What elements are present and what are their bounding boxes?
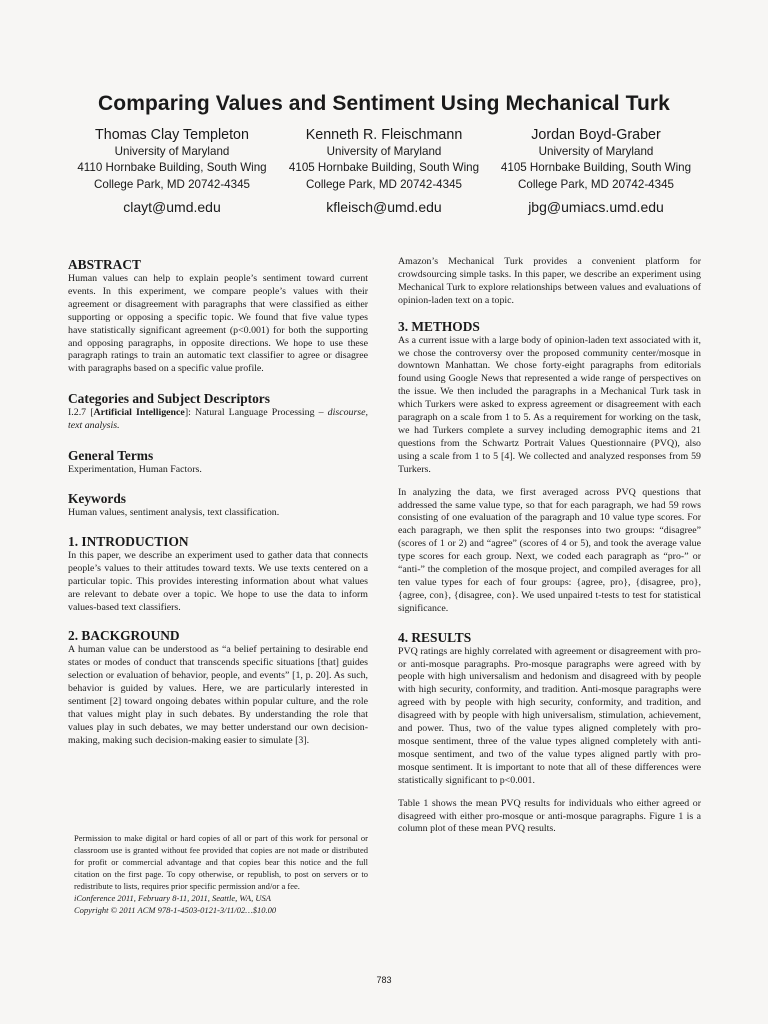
results-heading: 4. RESULTS: [398, 629, 472, 645]
author-name: Kenneth R. Fleischmann: [305, 127, 463, 143]
permission-text: Permission to make digital or hard copies of all or part of this work for personal or classroom use is granted without fee provided that copies are not made or distributed for profit or commercial advantage and that copies bear this notice and the full citation on the first page. To copy otherwise, or republish, to post on servers or to redistribute to lists, requires prior specific permission and/or a fee.: [74, 833, 368, 891]
introduction-continued-text: Amazon’s Mechanical Turk provides a convenient platform for crowdsourcing simple tasks. In this paper, we describe an experiment using Mechanical Turk to explore relationships between values and evaluations of opinion-laden text on a topic.: [398, 256, 701, 306]
author-email: clayt@umd.edu: [123, 198, 221, 215]
author-email: jbg@umiacs.umd.edu: [528, 198, 664, 215]
author-name: Jordan Boyd-Graber: [531, 127, 661, 143]
copyright-info: Copyright © 2011 ACM 978-1-4503-0121-3/11/02…$10.00: [74, 905, 277, 915]
methods-text-2: In analyzing the data, we first averaged across PVQ questions that addressed the same value type, so that for each paragraph, we had 59 rows consisting of one evaluation of the paragraph and 10 value type scores. For each paragraph, we then split the responses into two groups: “disagree” (scores of 1 or 2) and “agree” (scores of 4 or 5), and took the average value type scores for each group. Next, we coded each paragraph as “pro-” or “anti-” the completion of the mosque project, and compiled averages for all ten value types for each of four groups: {agree, pro}, {disagree, pro}, {agree, con}, {disagree, con}. We used unpaired t-tests to test for statistical significance.: [398, 486, 701, 614]
author-address: College Park, MD 20742-4345: [518, 177, 674, 191]
keywords-heading: Keywords: [68, 490, 127, 506]
introduction-text: In this paper, we describe an experiment used to gather data that connects people’s values to their attitudes toward texts. We use texts centered on a particular topic. This provides interesting information about what values are relevant to debate over a topic. We hope to use the data to inform values-based text classifiers.: [68, 549, 368, 613]
results-text-2: Table 1 shows the mean PVQ results for individuals who either agreed or disagreed with either pro-mosque or anti-mosque paragraphs. Figure 1 is a column plot of these mean PVQ results.: [398, 797, 701, 835]
abstract-heading: ABSTRACT: [68, 257, 141, 272]
categories-heading: Categories and Subject Descriptors: [68, 391, 270, 407]
left-column: [68, 257, 368, 748]
general-terms-heading: General Terms: [68, 448, 154, 464]
author-block-1: [68, 126, 276, 216]
general-terms-text: Experimentation, Human Factors.: [68, 464, 202, 476]
paper-title: Comparing Values and Sentiment Using Mechanical Turk: [98, 92, 670, 115]
author-email: kfleisch@umd.edu: [326, 198, 442, 215]
author-address: 4110 Hornbake Building, South Wing: [77, 161, 267, 175]
results-text-1: PVQ ratings are highly correlated with agreement or disagreement with pro- or anti-mosque paragraphs. Pro-mosque paragraphs were agreed with by people with high universalism and hedonism and disagreed with by people with high security, conformity, and tradition. Anti-mosque paragraphs were agreed with by people with high security, conformity, and tradition, and disagreed with by people with high universalism, stimulation, achievement, and power. Thus, two of the value types aligned completely with pro-mosque sentiment, three of the value types aligned completely with anti-mosque sentiment, and two of the value types aligned partly with pro-mosque sentiment. It is important to note that all of these differences were statistically significant to p<0.001.: [398, 645, 701, 786]
introduction-heading: 1. INTRODUCTION: [68, 533, 189, 549]
author-block-2: [279, 126, 489, 216]
abstract-text: Human values can help to explain people’s sentiment toward current events. In this experiment, we compare people’s values with their agreement or disagreement with paragraphs that were classified as either supporting or opposing a specific topic. We found that five value types have statistically significant agreement (p<0.001) for both the supporting and opposing paragraphs, in opposite directions. We hope to use these paragraph ratings to train an automatic text classifier to agree or disagree with paragraphs based on a specific value profile.: [68, 273, 368, 375]
author-address: College Park, MD 20742-4345: [306, 177, 462, 191]
methods-heading: 3. METHODS: [398, 318, 480, 334]
author-address: 4105 Hornbake Building, South Wing: [288, 161, 480, 175]
methods-text-1: As a current issue with a large body of opinion-laden text associated with it, we chose the controversy over the proposed community center/mosque in downtown Manhattan. We chose forty-eight paragraphs from editorials found using Google News that represented a wide range of perspectives on the issue. We then included the paragraphs in a Mechanical Turk task in which Turkers were asked to express agreement or disagreement with each paragraph on a scale from 1 to 5. As a requirement for working on the task, we had Turkers complete a survey including demographic items and 21 questions from the Schwartz Portrait Values Questionnaire (PVQ), also using a scale from 1 to 5 [4]. We collected and analyzed responses from 59 Turkers.: [398, 334, 701, 475]
author-name: Thomas Clay Templeton: [95, 127, 249, 143]
page-number: 783: [376, 975, 392, 985]
categories-text: I.2.7 [Artificial Intelligence]: Natural Language Processing – discourse, text analysis.: [68, 407, 368, 432]
keywords-text: Human values, sentiment analysis, text classification.: [68, 506, 280, 518]
background-text: A human value can be understood as “a belief pertaining to desirable end states or modes of conduct that transcends specific situations [that] guides selection or evaluation of behavior, people, and events” [1, p. 20]. As such, behavior is guided by values. Here, we are particularly interested in sentiment [2] toward ongoing debates within popular culture, and the role that values might play in such debates. By understanding the role that values play in such debates, we may better understand our own decision-making, making such decision-making easier to simulate [3].: [68, 644, 368, 746]
author-block-3: [492, 126, 700, 216]
author-address: 4105 Hornbake Building, South Wing: [500, 161, 692, 175]
author-affiliation: University of Maryland: [538, 145, 654, 158]
permission-notice: [74, 832, 368, 916]
author-affiliation: University of Maryland: [326, 145, 442, 158]
right-column: [398, 256, 701, 836]
background-heading: 2. BACKGROUND: [68, 628, 180, 644]
author-address: College Park, MD 20742-4345: [94, 177, 250, 191]
conference-info: iConference 2011, February 8-11, 2011, Seattle, WA, USA: [74, 893, 271, 903]
author-affiliation: University of Maryland: [114, 145, 230, 158]
